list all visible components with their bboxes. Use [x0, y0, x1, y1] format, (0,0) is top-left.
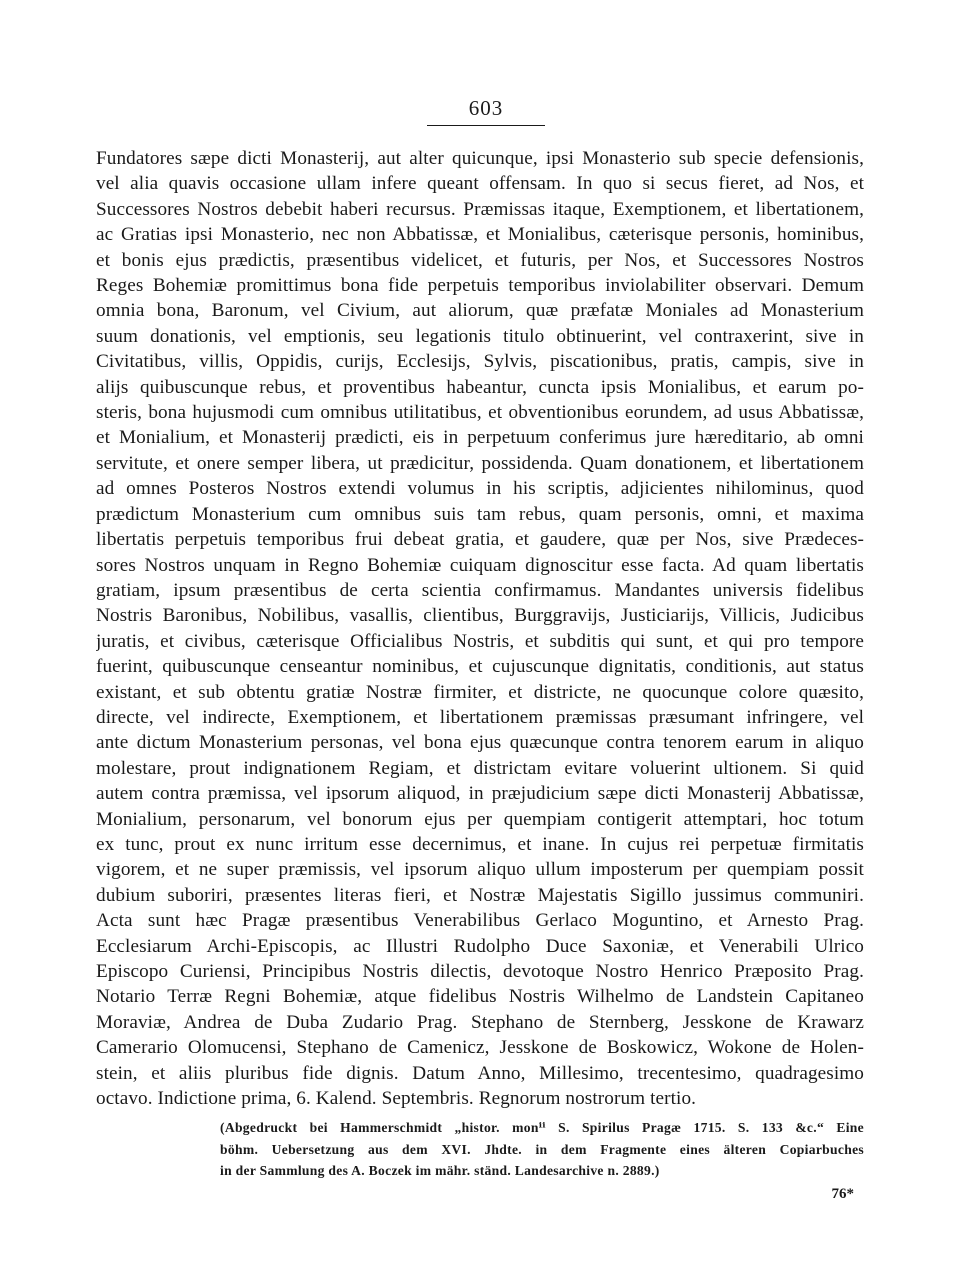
text-line: molestare, prout indignationem Regiam, et districtam evitare voluerint ultionem. Si quid	[96, 757, 864, 779]
text-line: omnia bona, Baronum, vel Civium, aut aliorum, quæ præfatæ Moniales ad Monasterium	[96, 300, 864, 322]
text-line: ex tunc, prout ex nunc irritum esse decernimus, et inane. In cujus rei perpetuæ firmitatis	[96, 833, 864, 855]
text-line: ad omnes Posteros Nostros extendi volumus in his scriptis, adjicientes nihilominus, quod	[96, 478, 864, 500]
text-line: servitute, et onere semper libera, ut prædicitur, possidenda. Quam donationem, et libertationem	[96, 452, 864, 474]
text-line: prædictum Monasterium cum omnibus suis tam rebus, quam personis, omni, et maxima	[96, 503, 864, 525]
text-line: Moraviæ, Andrea de Duba Zudario Prag. Stephano de Sternberg, Jesskone de Krawarz	[96, 1011, 864, 1033]
text-line: alijs quibuscunque rebus, et proventibus habeantur, cuncta ipsis Monialibus, et earum po-	[96, 376, 864, 398]
note-line: in der Sammlung des A. Boczek im mähr. ständ. Landesarchive n. 2889.)	[220, 1163, 660, 1179]
page-number: 603	[468, 96, 504, 120]
text-line: gratiam, ipsum præsentibus de certa scientia confirmamus. Mandantes universis fidelibus	[96, 579, 864, 601]
text-line: existant, et sub obtentu gratiæ Nostræ firmiter, et districte, ne quocunque colore quæsito,	[96, 681, 864, 703]
text-line: suum donationis, vel emptionis, seu legationis titulo obtinuerint, vel contraxerint, sive in	[96, 325, 864, 347]
text-line: autem contra præmissa, vel ipsorum aliquod, in præjudicium sæpe dicti Monasterij Abbatissæ,	[96, 783, 864, 805]
text-line: fuerint, quibuscunque censeantur nominibus, et cujuscunque dignitatis, conditionis, aut status	[96, 656, 864, 678]
text-line: libertatis perpetuis temporibus frui debeat gratia, et gaudere, quæ per Nos, sive Prædeces-	[96, 529, 864, 551]
text-line: Nostris Baronibus, Nobilibus, vasallis, clientibus, Burggravijs, Justiciarijs, Villicis, Judicibus	[96, 605, 864, 627]
text-line: Reges Bohemiæ promittimus bona fide perpetuis temporibus inviolabiliter observari. Demum	[96, 275, 864, 297]
text-line: et Monialium, et Monasterij prædicti, eis in perpetuum conferimus jure hæreditario, ab omni	[96, 427, 864, 449]
text-line: stein, et aliis pluribus fide dignis. Datum Anno, Millesimo, trecentesimo, quadragesimo	[96, 1062, 864, 1084]
text-line: vel alia quavis occasione ullam infere queant offensam. In quo si secus fieret, ad Nos, et	[96, 173, 864, 195]
text-line: ac Gratias ipsi Monasterio, nec non Abbatissæ, et Monialibus, cæterisque personis, hominibus,	[96, 224, 864, 246]
charter-text	[96, 146, 864, 1111]
text-line: Acta sunt hæc Pragæ præsentibus Venerabilibus Gerlaco Moguntino, et Arnesto Prag.	[96, 910, 864, 932]
text-line: Fundatores sæpe dicti Monasterij, aut alter quicunque, ipsi Monasterio sub specie defensionis,	[96, 148, 864, 169]
text-line: Successores Nostros debebit haberi recursus. Præmissas itaque, Exemptionem, et libertationem,	[96, 198, 864, 220]
signature-mark: 76*	[831, 1185, 854, 1202]
text-line: steris, bona hujusmodi cum omnibus utilitatibus, et obventionibus eorundem, ad usus Abbatissæ,	[96, 402, 864, 424]
note-line: (Abgedruckt bei Hammerschmidt „histor. monⁱⁱ S. Spirilus Pragæ 1715. S. 133 &c.“ Eine	[220, 1120, 864, 1136]
header-rule	[427, 125, 545, 126]
document-page	[96, 96, 864, 1202]
text-line: Ecclesiarum Archi-Episcopis, ac Illustri Rudolpho Duce Saxoniæ, et Venerabili Ulrico	[96, 935, 864, 957]
text-line: Notario Terræ Regni Bohemiæ, atque fidelibus Nostris Wilhelmo de Landstein Capitaneo	[96, 986, 864, 1008]
source-note	[220, 1117, 864, 1182]
text-line: et bonis ejus prædictis, præsentibus videlicet, et futuris, per Nos, et Successores Nostros	[96, 249, 864, 271]
text-line: ante dictum Monasterium personas, vel bona ejus quæcunque contra tenorem earum in aliquo	[96, 732, 864, 754]
note-line: böhm. Uebersetzung aus dem XVI. Jhdte. in dem Fragmente eines älteren Copiarbuches	[220, 1141, 864, 1157]
text-line: vigorem, et ne super præmissis, vel ipsorum aliquo ullum imposterum per quempiam possit	[96, 859, 864, 881]
text-line: directe, vel indirecte, Exemptionem, et libertationem præmissas præsumant infringere, vel	[96, 706, 864, 728]
text-line: juratis, et civibus, cæterisque Officialibus Nostris, et subditis qui sunt, et qui pro tempore	[96, 630, 864, 652]
text-line: sores Nostros unquam in Regno Bohemiæ cuiquam dignoscitur esse facta. Ad quam libertatis	[96, 554, 864, 576]
text-line: dubium suboriri, præsentes literas fieri, et Nostræ Majestatis Sigillo jussimus communiri.	[96, 884, 864, 906]
text-line: Civitatibus, villis, Oppidis, curijs, Ecclesijs, Sylvis, piscationibus, pratis, campis, sive in	[96, 351, 864, 373]
text-line: octavo. Indictione prima, 6. Kalend. Septembris. Regnorum nostrorum tertio.	[96, 1088, 697, 1110]
text-line: Monialium, personarum, vel bonorum ejus per quempiam contigerit attemptari, hoc totum	[96, 808, 864, 830]
text-line: Camerario Olomucensi, Stephano de Camenicz, Jesskone de Boskowicz, Wokone de Holen-	[96, 1037, 864, 1059]
text-line: Episcopo Curiensi, Principibus Nostris dilectis, devotoque Nostro Henrico Præposito Prag.	[96, 961, 864, 982]
